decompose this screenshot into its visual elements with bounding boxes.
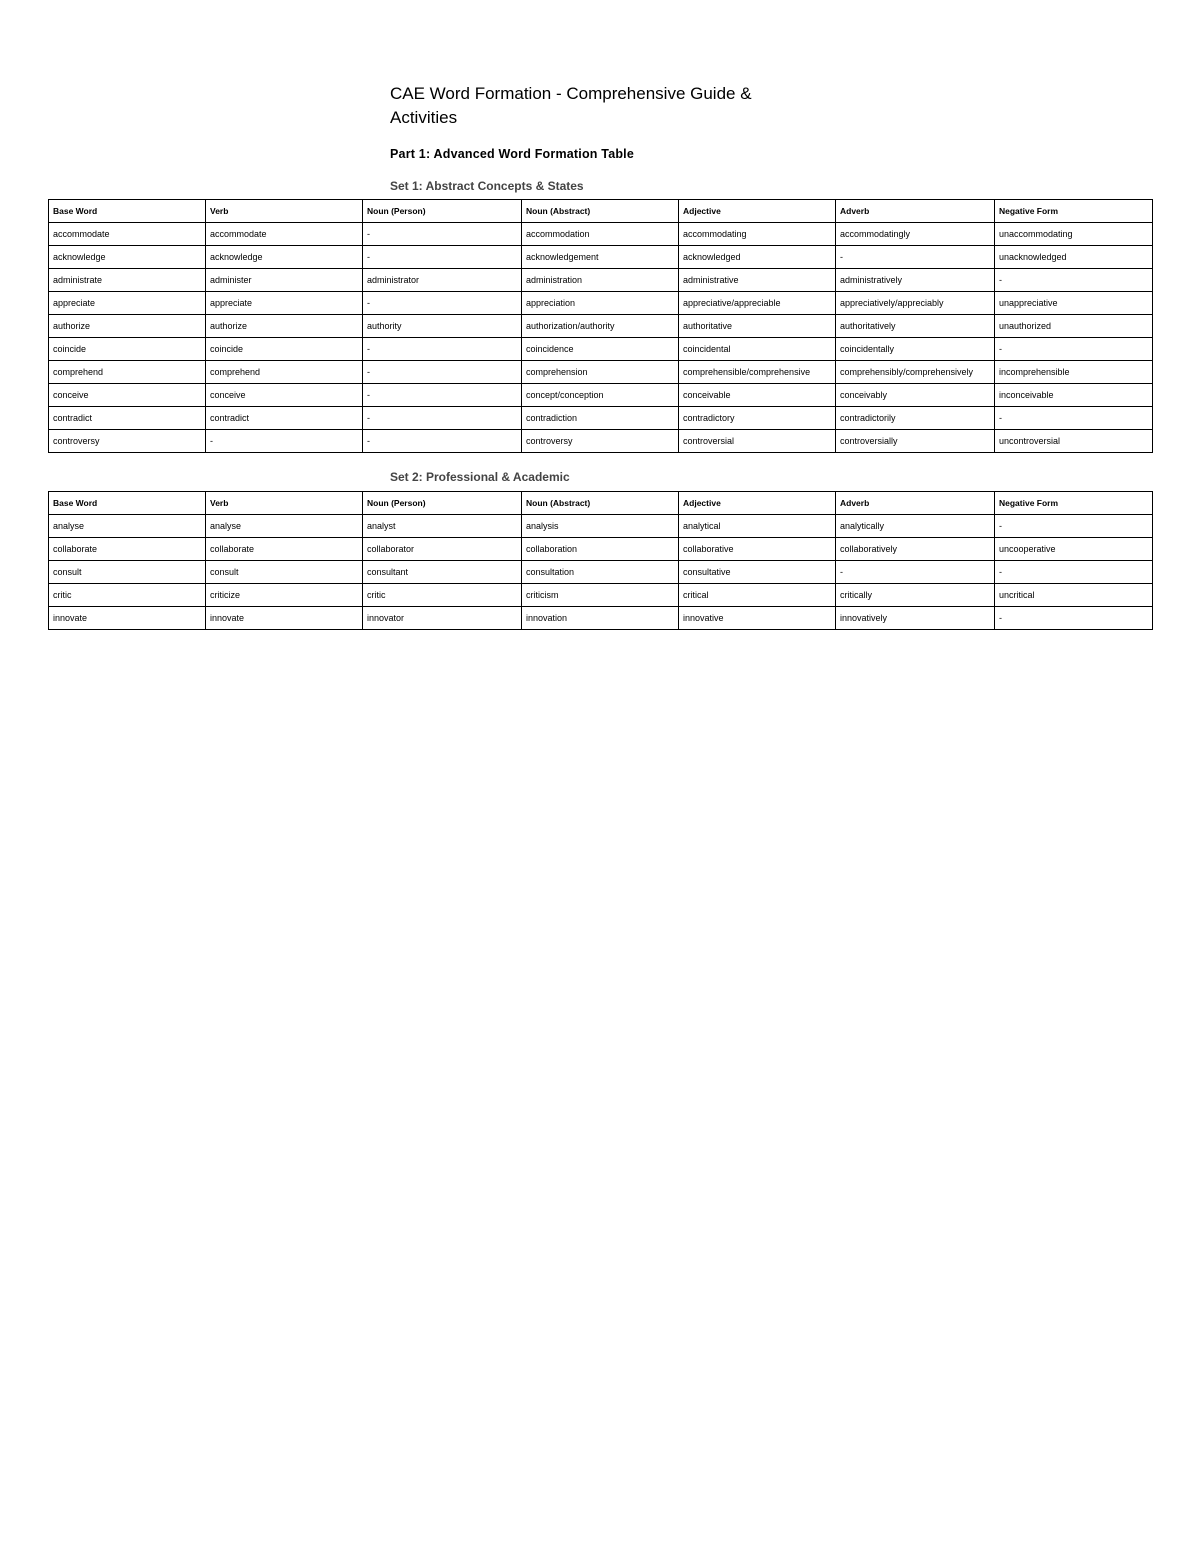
table-cell: collaboratively <box>836 538 995 561</box>
table-cell: innovative <box>679 607 836 630</box>
table-cell: coincidentally <box>836 338 995 361</box>
table-cell: accommodate <box>49 223 206 246</box>
table-cell: controversy <box>522 430 679 453</box>
table-cell: analytical <box>679 515 836 538</box>
table-cell: - <box>363 430 522 453</box>
table-cell: contradictory <box>679 407 836 430</box>
table-cell: uncritical <box>995 584 1153 607</box>
table-cell: accommodation <box>522 223 679 246</box>
table-cell: critic <box>363 584 522 607</box>
table-cell: appreciatively/appreciably <box>836 292 995 315</box>
table-cell: controversial <box>679 430 836 453</box>
table-cell: authorize <box>49 315 206 338</box>
table-cell: analyse <box>206 515 363 538</box>
table-cell: analysis <box>522 515 679 538</box>
table-cell: critic <box>49 584 206 607</box>
table-cell: unauthorized <box>995 315 1153 338</box>
table-row <box>49 407 1153 430</box>
table-cell: conceivable <box>679 384 836 407</box>
table-cell: coincide <box>49 338 206 361</box>
table-cell: contradiction <box>522 407 679 430</box>
table-cell: controversy <box>49 430 206 453</box>
table-cell: authority <box>363 315 522 338</box>
table-cell: - <box>836 561 995 584</box>
table-cell: unappreciative <box>995 292 1153 315</box>
table-cell: collaborative <box>679 538 836 561</box>
table-cell: - <box>995 269 1153 292</box>
table-cell: collaborate <box>49 538 206 561</box>
table-cell: consult <box>206 561 363 584</box>
table-cell: comprehend <box>206 361 363 384</box>
table-cell: uncontroversial <box>995 430 1153 453</box>
table-row <box>49 292 1153 315</box>
table-cell: - <box>363 384 522 407</box>
table-cell: unacknowledged <box>995 246 1153 269</box>
table-row <box>49 515 1153 538</box>
column-header: Noun (Person) <box>363 200 522 223</box>
table-cell: acknowledgement <box>522 246 679 269</box>
table-cell: innovate <box>49 607 206 630</box>
table-cell: coincidental <box>679 338 836 361</box>
table-cell: - <box>363 361 522 384</box>
table-cell: consultative <box>679 561 836 584</box>
column-header: Negative Form <box>995 492 1153 515</box>
table-row <box>49 538 1153 561</box>
table-cell: collaboration <box>522 538 679 561</box>
table-cell: appreciate <box>206 292 363 315</box>
table-cell: consultation <box>522 561 679 584</box>
table-cell: conceivably <box>836 384 995 407</box>
table-cell: accommodatingly <box>836 223 995 246</box>
table-cell: uncooperative <box>995 538 1153 561</box>
table-cell: concept/conception <box>522 384 679 407</box>
table-cell: innovatively <box>836 607 995 630</box>
table-cell: consultant <box>363 561 522 584</box>
column-header: Base Word <box>49 492 206 515</box>
table-cell: authorization/authority <box>522 315 679 338</box>
table-cell: - <box>363 292 522 315</box>
table-cell: accommodating <box>679 223 836 246</box>
table-cell: analyst <box>363 515 522 538</box>
table-cell: authoritatively <box>836 315 995 338</box>
table-row <box>49 338 1153 361</box>
table-cell: - <box>995 407 1153 430</box>
table-cell: administrate <box>49 269 206 292</box>
set1-word-formation-table <box>48 199 1153 453</box>
table-cell: consult <box>49 561 206 584</box>
table-cell: - <box>206 430 363 453</box>
table-cell: administrator <box>363 269 522 292</box>
table-cell: collaborate <box>206 538 363 561</box>
table-cell: acknowledge <box>206 246 363 269</box>
table-cell: contradict <box>206 407 363 430</box>
table-cell: critically <box>836 584 995 607</box>
column-header: Base Word <box>49 200 206 223</box>
table-row <box>49 384 1153 407</box>
table-cell: coincidence <box>522 338 679 361</box>
table-row <box>49 246 1153 269</box>
table-cell: contradict <box>49 407 206 430</box>
column-header: Adjective <box>679 200 836 223</box>
table-cell: appreciative/appreciable <box>679 292 836 315</box>
column-header: Noun (Abstract) <box>522 200 679 223</box>
table-cell: administration <box>522 269 679 292</box>
table-header-row <box>49 492 1153 515</box>
table-cell: - <box>995 338 1153 361</box>
table-cell: administratively <box>836 269 995 292</box>
set2-word-formation-table <box>48 491 1153 630</box>
table-row <box>49 561 1153 584</box>
table-cell: innovator <box>363 607 522 630</box>
table-cell: - <box>995 561 1153 584</box>
table-cell: comprehension <box>522 361 679 384</box>
column-header: Adverb <box>836 492 995 515</box>
column-header: Verb <box>206 492 363 515</box>
table-cell: critical <box>679 584 836 607</box>
column-header: Verb <box>206 200 363 223</box>
table-cell: controversially <box>836 430 995 453</box>
column-header: Noun (Abstract) <box>522 492 679 515</box>
table-cell: administrative <box>679 269 836 292</box>
table-cell: criticize <box>206 584 363 607</box>
table-row <box>49 607 1153 630</box>
table-cell: innovate <box>206 607 363 630</box>
table-cell: authoritative <box>679 315 836 338</box>
table-cell: - <box>363 407 522 430</box>
table-cell: conceive <box>206 384 363 407</box>
document-title: CAE Word Formation - Comprehensive Guide & Activities <box>390 84 752 127</box>
table-cell: authorize <box>206 315 363 338</box>
table-cell: comprehensible/comprehensive <box>679 361 836 384</box>
table-cell: - <box>995 607 1153 630</box>
set2-heading: Set 2: Professional & Academic <box>390 470 570 484</box>
table-cell: - <box>995 515 1153 538</box>
table-row <box>49 315 1153 338</box>
table-row <box>49 430 1153 453</box>
table-cell: criticism <box>522 584 679 607</box>
table-cell: innovation <box>522 607 679 630</box>
table-cell: acknowledged <box>679 246 836 269</box>
table-header-row <box>49 200 1153 223</box>
table-cell: appreciate <box>49 292 206 315</box>
table-cell: comprehensibly/comprehensively <box>836 361 995 384</box>
table-cell: comprehend <box>49 361 206 384</box>
column-header: Adjective <box>679 492 836 515</box>
table-cell: accommodate <box>206 223 363 246</box>
table-cell: unaccommodating <box>995 223 1153 246</box>
table-cell: analytically <box>836 515 995 538</box>
table-cell: appreciation <box>522 292 679 315</box>
table-cell: administer <box>206 269 363 292</box>
table-cell: conceive <box>49 384 206 407</box>
column-header: Adverb <box>836 200 995 223</box>
table-row <box>49 584 1153 607</box>
part1-heading: Part 1: Advanced Word Formation Table <box>390 147 635 161</box>
table-cell: incomprehensible <box>995 361 1153 384</box>
set1-heading: Set 1: Abstract Concepts & States <box>390 179 584 193</box>
table-cell: coincide <box>206 338 363 361</box>
table-cell: analyse <box>49 515 206 538</box>
table-row <box>49 269 1153 292</box>
table-cell: - <box>363 223 522 246</box>
table-cell: inconceivable <box>995 384 1153 407</box>
table-cell: acknowledge <box>49 246 206 269</box>
table-cell: - <box>836 246 995 269</box>
table-cell: contradictorily <box>836 407 995 430</box>
table-row <box>49 361 1153 384</box>
table-cell: - <box>363 338 522 361</box>
table-row <box>49 223 1153 246</box>
column-header: Negative Form <box>995 200 1153 223</box>
table-cell: collaborator <box>363 538 522 561</box>
column-header: Noun (Person) <box>363 492 522 515</box>
table-cell: - <box>363 246 522 269</box>
